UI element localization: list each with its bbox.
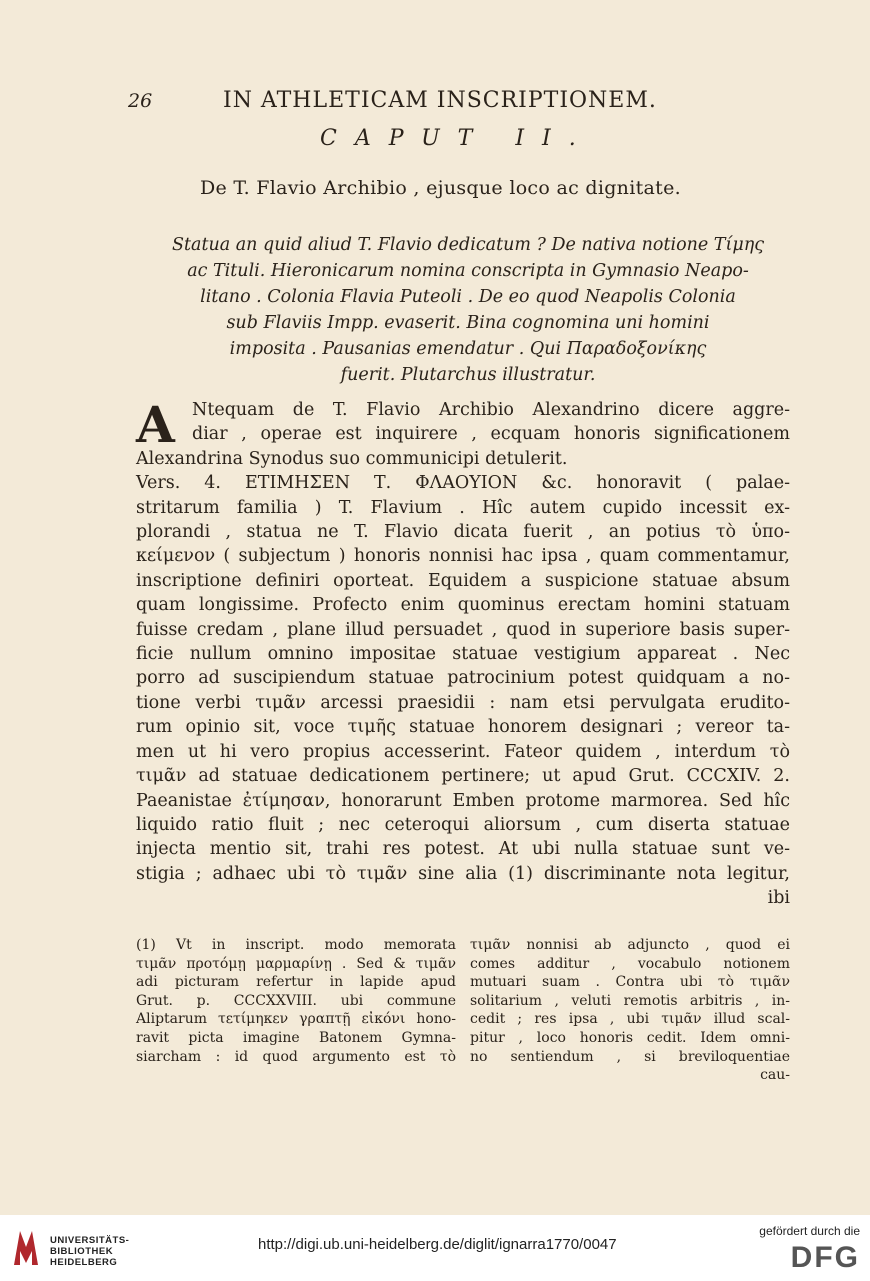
chapter-subtitle: De T. Flavio Archibio , ejusque loco ac dignitate. [200,177,681,199]
summary-line: imposita . Pausanias emendatur . Qui Παραδοξονίκης [229,339,707,359]
footnote-line: ravit picta imagine Batonem Gymna- [136,1029,456,1046]
body-line: ficie nullum omnino impositae statuae vestigium appareat . Nec [136,644,790,665]
body-line: diar , operae est inquirere , ecquam honoris significationem [192,424,790,445]
body-line: rum opinio sit, voce τιμῆς statuae honorem designari ; vereor ta- [136,717,790,738]
header-title: IN ATHLETICAM INSCRIPTIONEM. [223,88,657,113]
footnote-line: (1) Vt in inscript. modo memorata [136,937,456,953]
footnote-line: siarcham : id quod argumento est τὸ [136,1048,456,1065]
body-line: κείμενον ( subjectum ) honoris nonnisi hac ipsa , quam commentamur, [136,546,790,567]
footnote-line: no sentiendum , si breviloquentiae [470,1048,790,1065]
drop-cap: A [136,395,175,454]
permalink-url[interactable]: http://digi.ub.uni-heidelberg.de/diglit/ignarra1770/0047 [258,1236,617,1253]
footnote-line: adi picturam refertur in lapide apud [136,974,456,991]
footnote-column-right [470,936,790,1085]
chapter-heading: CAPUT II. [320,126,594,151]
summary-line: ac Tituli. Hieronicarum nomina conscripta in Gymnasio Neapo- [187,261,749,281]
footnote-line: Grut. p. CCCXXVIII. ubi commune [136,992,456,1009]
body-line: porro ad suscipiendum statuae patrocinium potest quidquam a no- [136,668,790,689]
body-line: plorandi , statua ne T. Flavio dicata fuerit , an potius τὸ ὑπο- [136,522,790,543]
page-number: 26 [128,90,153,112]
body-line: fuisse credam , plane illud persuadet , quod in superiore basis super- [136,619,790,640]
body-line: Alexandrina Synodus suo communicipi detulerit. [136,448,568,469]
body-line: men ut hi vero propius accesserint. Fateor quidem , interdum τὸ [136,741,790,762]
body-line: stritarum familia ) T. Flavium . Hîc autem cupido incessit ex- [136,497,790,518]
body-line: inscriptione definiri oporteat. Equidem a suspicione statuae absum [136,570,790,591]
catchword: ibi [767,888,790,909]
summary-line: sub Flaviis Impp. evaserit. Bina cognomina uni homini [226,313,710,333]
footnote-column-left [136,936,456,1066]
library-name-line: UNIVERSITÄTS- [50,1235,130,1246]
body-line: quam longissime. Profecto enim quominus erectam homini statuam [136,595,790,616]
body-line: Vers. 4. ΕΤΙΜΗΣΕΝ Τ. ΦΛΑΟΥΙΟΝ &c. honoravit ( palae- [136,473,790,494]
funding-caption: gefördert durch die [759,1224,860,1238]
footnote-line: mutuari suam . Contra ubi τὸ τιμᾶν [470,974,790,991]
body-line: Ntequam de T. Flavio Archibio Alexandrino dicere aggre- [192,400,790,420]
dfg-logo[interactable]: DFG [790,1241,860,1274]
footnote-line: τιμᾶν nonnisi ab adjuncto , quod ei [470,937,790,953]
body-line: τιμᾶν ad statuae dedicationem pertinere; ut apud Grut. CCCXIV. 2. [136,766,790,787]
footnote-line: τιμᾶν προτόμῃ μαρμαρίνῃ . Sed & τιμᾶν [136,955,456,972]
library-name-line: HEIDELBERG [50,1257,118,1268]
summary-line: litano . Colonia Flavia Puteoli . De eo quod Neapolis Colonia [200,287,736,307]
footnote-line: cedit ; res ipsa , ubi τιμᾶν illud scal- [470,1011,790,1028]
footnote-catchword: cau- [760,1067,790,1084]
summary-line: fuerit. Plutarchus illustratur. [340,365,596,385]
library-name [50,1235,129,1268]
body-line: tione verbi τιμᾶν arcessi praesidii : nam etsi pervulgata erudito- [136,692,790,713]
university-library-logo-icon[interactable] [10,1227,42,1267]
summary-line: Statua an quid aliud T. Flavio dedicatum ? De nativa notione Τίμης [171,235,765,255]
viewer-footer [0,1215,870,1281]
footnote-line: comes additur , vocabulo notionem [470,955,790,972]
footnote-line: Aliptarum τετίμηκεν γραπτῇ εἰκόνι hono- [136,1011,456,1028]
body-line: liquido ratio fluit ; nec ceteroqui aliorsum , cum diserta statuae [136,814,790,835]
body-line: injecta mentio sit, trahi res potest. At ubi nulla statuae sunt ve- [136,839,790,860]
chapter-summary [138,232,798,388]
running-head [128,88,808,118]
footnote-line: solitarium , veluti remotis arbitris , in- [470,992,790,1009]
body-text [136,395,790,911]
body-line: Paeanistae ἐτίμησαν, honorarunt Emben protome marmorea. Sed hîc [136,790,790,811]
body-line: stigia ; adhaec ubi τὸ τιμᾶν sine alia (1) discriminante nota legitur, [136,863,790,884]
library-name-line: BIBLIOTHEK [50,1246,114,1257]
footnote-line: pitur , loco honoris cedit. Idem omni- [470,1029,790,1046]
